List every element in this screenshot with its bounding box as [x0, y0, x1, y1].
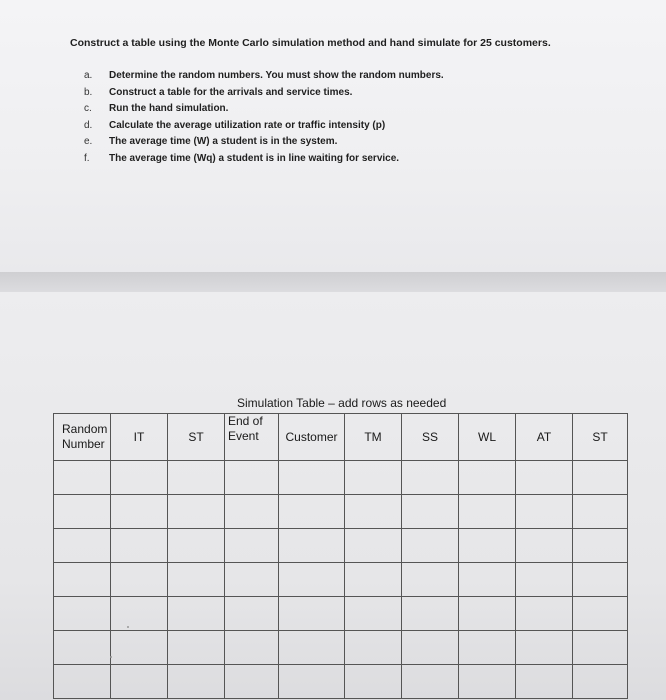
header-at: AT [516, 414, 573, 461]
table-cell [573, 665, 628, 699]
table-row [54, 461, 628, 495]
pencil-mark [110, 656, 112, 658]
header-random-line1: Random [62, 422, 108, 436]
instructions-title: Construct a table using the Monte Carlo simulation method and hand simulate for 25 customers. [70, 37, 551, 49]
header-tm: TM [345, 414, 402, 461]
table-cell [168, 665, 225, 699]
list-item-text: The average time (Wq) a student is in line waiting for service. [109, 152, 400, 164]
table-cell [573, 563, 628, 597]
page-gap [0, 272, 666, 292]
table-cell [402, 631, 459, 665]
table-cell [402, 461, 459, 495]
table-cell [402, 597, 459, 631]
table-cell [345, 529, 402, 563]
pencil-mark [127, 626, 129, 628]
table-cell [168, 597, 225, 631]
table-cell [111, 665, 168, 699]
list-marker: f. [84, 152, 90, 164]
header-st-2: ST [573, 414, 628, 461]
header-it: IT [111, 414, 168, 461]
simulation-table-container [53, 413, 627, 700]
table-cell [111, 495, 168, 529]
table-row [54, 665, 628, 699]
table-cell [225, 665, 279, 699]
table-cell [279, 665, 345, 699]
table-cell [459, 563, 516, 597]
list-marker: b. [84, 86, 93, 98]
list-marker: d. [84, 119, 93, 131]
table-cell [225, 529, 279, 563]
table-cell [111, 461, 168, 495]
table-cell [54, 665, 111, 699]
simulation-table-caption: Simulation Table – add rows as needed [237, 396, 447, 410]
table-cell [54, 597, 111, 631]
table-cell [279, 529, 345, 563]
table-cell [54, 529, 111, 563]
list-item [84, 87, 444, 104]
instructions-list [84, 70, 444, 170]
list-item [84, 70, 444, 87]
table-cell [111, 529, 168, 563]
header-end-of-line2: Event [228, 429, 259, 443]
header-random-number [54, 414, 111, 461]
table-cell [573, 597, 628, 631]
table-cell [54, 563, 111, 597]
table-cell [402, 665, 459, 699]
table-cell [225, 597, 279, 631]
header-st: ST [168, 414, 225, 461]
list-item [84, 120, 444, 137]
table-cell [345, 631, 402, 665]
header-wl: WL [459, 414, 516, 461]
table-cell [279, 631, 345, 665]
table-cell [516, 461, 573, 495]
table-row [54, 631, 628, 665]
table-cell [168, 529, 225, 563]
table-cell [225, 461, 279, 495]
table-cell [168, 461, 225, 495]
header-end-of-event [225, 414, 279, 461]
header-ss: SS [402, 414, 459, 461]
list-item-text: Calculate the average utilization rate or traffic intensity (p) [109, 119, 386, 131]
table-cell [573, 461, 628, 495]
list-item-text: Construct a table for the arrivals and service times. [109, 86, 353, 98]
table-cell [279, 461, 345, 495]
list-item-text: Determine the random numbers. You must show the random numbers. [109, 70, 444, 81]
table-cell [279, 495, 345, 529]
table-cell [111, 563, 168, 597]
header-random-line2: Number [62, 437, 105, 451]
table-row [54, 563, 628, 597]
table-cell [459, 461, 516, 495]
table-cell [111, 631, 168, 665]
header-end-of-line1: End of [228, 414, 263, 428]
list-marker: e. [84, 136, 93, 148]
table-cell [516, 495, 573, 529]
table-cell [402, 529, 459, 563]
table-cell [402, 495, 459, 529]
table-cell [279, 597, 345, 631]
table-cell [345, 665, 402, 699]
table-cell [573, 631, 628, 665]
table-cell [225, 495, 279, 529]
table-cell [345, 495, 402, 529]
list-item [84, 103, 444, 120]
table-cell [279, 563, 345, 597]
list-marker: a. [84, 70, 93, 81]
table-cell [459, 631, 516, 665]
table-row [54, 529, 628, 563]
table-cell [459, 495, 516, 529]
table-cell [345, 563, 402, 597]
table-header-row [54, 414, 628, 461]
table-cell [54, 631, 111, 665]
header-customer: Customer [279, 414, 345, 461]
table-cell [225, 563, 279, 597]
table-cell [168, 563, 225, 597]
list-item [84, 153, 444, 170]
simulation-table-body [54, 461, 628, 699]
table-cell [168, 495, 225, 529]
table-cell [459, 597, 516, 631]
table-cell [225, 631, 279, 665]
list-item-text: The average time (W) a student is in the system. [109, 136, 338, 148]
table-cell [459, 665, 516, 699]
table-cell [345, 597, 402, 631]
table-cell [516, 631, 573, 665]
table-cell [516, 529, 573, 563]
table-row [54, 597, 628, 631]
table-cell [459, 529, 516, 563]
table-row [54, 495, 628, 529]
table-cell [402, 563, 459, 597]
table-cell [54, 461, 111, 495]
table-cell [516, 597, 573, 631]
simulation-table [53, 413, 628, 699]
table-cell [168, 631, 225, 665]
table-cell [54, 495, 111, 529]
table-cell [573, 495, 628, 529]
list-item-text: Run the hand simulation. [109, 103, 229, 115]
table-cell [111, 597, 168, 631]
list-item [84, 136, 444, 153]
table-cell [516, 563, 573, 597]
list-marker: c. [84, 103, 92, 115]
table-cell [573, 529, 628, 563]
table-cell [345, 461, 402, 495]
table-cell [516, 665, 573, 699]
